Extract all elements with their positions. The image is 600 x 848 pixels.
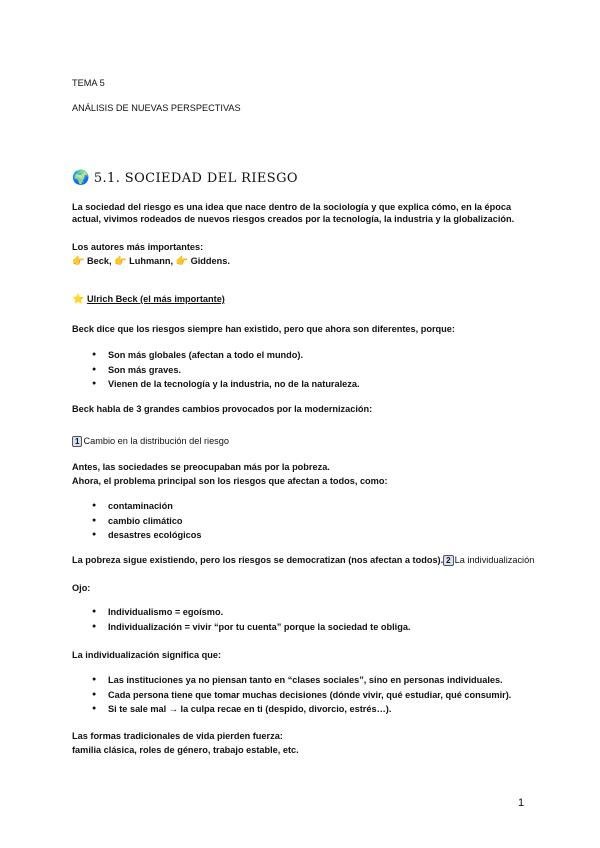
change1-closing: La pobreza sigue existiendo, pero los riesgos se democratizan (nos afectan a todos). (72, 555, 444, 565)
list-item: ● cambio climático (92, 515, 201, 530)
list-item: ● Son más globales (afectan a todo el mundo). (92, 349, 360, 364)
change1-title: Cambio en la distribución del riesgo (83, 436, 229, 446)
individualization-means: La individualización significa que: (72, 650, 222, 660)
list-item: ● Individualismo = egoísmo. (92, 606, 410, 621)
section-heading (72, 170, 298, 187)
change1-line2: Ahora, el problema principal son los riesgos que afectan a todos, como: (72, 476, 388, 486)
traditional-forms-line2: familia clásica, roles de género, trabajo estable, etc. (72, 745, 299, 755)
list-item: ● Cada persona tiene que tomar muchas decisiones (dónde vivir, qué estudiar, qué consumir). (92, 689, 511, 704)
list-item: ● Si te sale mal → la culpa recae en ti (despido, divorcio, estrés…). (92, 703, 511, 718)
beck-changes: Beck habla de 3 grandes cambios provocados por la modernización: (72, 404, 373, 414)
risks-list (92, 500, 201, 544)
change1-heading (72, 435, 229, 447)
ojo-label: Ojo: (72, 583, 91, 593)
document-title: ANÁLISIS DE NUEVAS PERSPECTIVAS (72, 103, 241, 113)
pointing-hand-icon: 👉 (175, 256, 189, 267)
star-icon: ⭐ (72, 294, 85, 305)
number-two-badge: 2 (443, 555, 453, 566)
beck-heading-row (72, 293, 225, 306)
beck-reasons-list (92, 349, 360, 393)
change2-title: La individualización (454, 555, 535, 565)
list-item: ● contaminación (92, 500, 201, 515)
individualization-list (92, 674, 511, 718)
list-item: ● Son más graves. (92, 364, 360, 379)
pointing-hand-icon: 👉 (114, 256, 127, 267)
beck-says: Beck dice que los riesgos siempre han existido, pero que ahora son diferentes, porque: (72, 324, 455, 334)
change1-line1: Antes, las sociedades se preocupaban más por la pobreza. (72, 462, 330, 472)
globe-icon: 🌍 (72, 170, 90, 186)
ojo-list (92, 606, 410, 635)
author-name: Giddens. (190, 256, 230, 266)
page-number: 1 (518, 797, 525, 809)
number-one-badge: 1 (72, 436, 82, 447)
beck-heading: Ulrich Beck (el más importante) (87, 294, 225, 304)
author-name: Luhmann, (129, 256, 174, 266)
list-item: ● desastres ecológicos (92, 529, 201, 544)
authors-heading: Los autores más importantes: (72, 242, 204, 252)
pointing-hand-icon: 👉 (72, 256, 85, 267)
traditional-forms-line1: Las formas tradicionales de vida pierden fuerza: (72, 731, 283, 741)
authors-list (72, 255, 230, 268)
tema-label: TEMA 5 (72, 78, 105, 88)
list-item: ● Vienen de la tecnología y la industria, no de la naturaleza. (92, 378, 360, 393)
section-title: 5.1. SOCIEDAD DEL RIESGO (93, 171, 298, 186)
intro-paragraph: La sociedad del riesgo es una idea que nace dentro de la sociología y que explica cómo, en la época actual, vivimos rodeados de nuevos riesgos creados por la tecnología, la industria y la globalización. (72, 202, 515, 224)
change1-closing-row (72, 554, 534, 566)
author-name: Beck, (87, 256, 112, 266)
list-item: ● Las instituciones ya no piensan tanto en “clases sociales”, sino en personas individuales. (92, 674, 511, 689)
list-item: ● Individualización = vivir “por tu cuenta” porque la sociedad te obliga. (92, 621, 410, 636)
